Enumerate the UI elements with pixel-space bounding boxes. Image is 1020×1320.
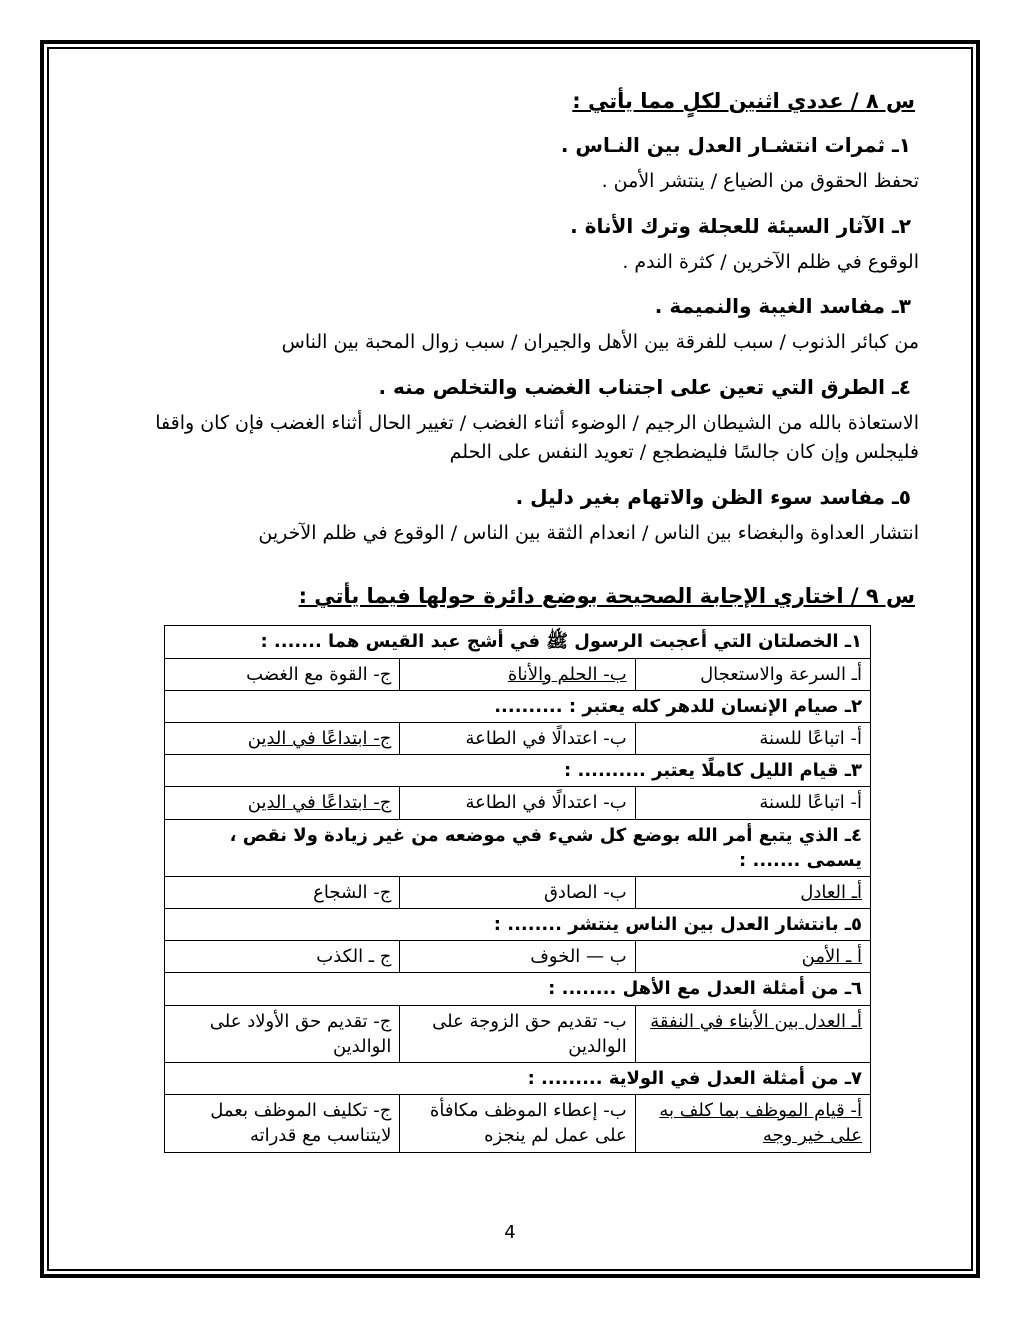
question-row-2 (165, 690, 871, 722)
item-heading: ٥ـ مفاسد سوء الظن والاتهام بغير دليل . (515, 484, 911, 509)
section8-title: س ٨ / عددي اثنين لكلٍ مما يأتي : (572, 89, 915, 113)
answer-option-2a[interactable] (635, 722, 870, 754)
answer-option-5a[interactable] (635, 941, 870, 973)
section8-item-3 (99, 292, 921, 357)
item-answer: الوقوع في ظلم الآخرين / كثرة الندم . (622, 250, 919, 273)
options-row-2 (165, 722, 871, 754)
answer-option-1a[interactable] (635, 658, 870, 690)
question-row-4 (165, 819, 871, 876)
answer-option-5c[interactable] (165, 941, 400, 973)
options-row-5 (165, 941, 871, 973)
option-text: ج ـ الكذب (316, 946, 392, 968)
option-text: ب — الخوف (530, 946, 627, 968)
item-answer: الاستعاذة بالله من الشيطان الرجيم / الوضوء أثناء الغضب / تغيير الحال أثناء الغضب فإن كان واقفا فليجلس وإن كان جالسًا فليضطجع / تعويد النفس على الحلم (155, 411, 919, 464)
answer-option-4a[interactable] (635, 876, 870, 908)
option-text: أـ السرعة والاستعجال (700, 663, 862, 685)
options-row-3 (165, 787, 871, 819)
question-header-1: ١ـ الخصلتان التي أعجبت الرسول ﷺ في أشج عبد القيس هما ....... : (165, 626, 871, 658)
question-header-7: ٧ـ من أمثلة العدل في الولاية ......... : (165, 1063, 871, 1095)
page-border-outer (40, 40, 980, 1278)
option-text: أـ العدل بين الأبناء في النفقة (650, 1010, 862, 1032)
question-row-5 (165, 909, 871, 941)
section8-item-2 (99, 212, 921, 277)
question-row-1 (165, 626, 871, 658)
option-text: ب- الحلم والأناة (507, 663, 627, 685)
question-row-7 (165, 1063, 871, 1095)
question-row-6 (165, 973, 871, 1005)
answer-option-7b[interactable] (400, 1095, 635, 1152)
option-text: أ- قيام الموظف بما كلف به على خير وجه (659, 1100, 862, 1147)
item-answer: انتشار العداوة والبغضاء بين الناس / انعدام الثقة بين الناس / الوقوع في ظلم الآخرين (258, 521, 919, 544)
answer-option-3a[interactable] (635, 787, 870, 819)
question-row-3 (165, 755, 871, 787)
answer-option-6a[interactable] (635, 1005, 870, 1062)
option-text: ج- تقديم حق الأولاد على الوالدين (209, 1010, 392, 1057)
answer-option-6c[interactable] (165, 1005, 400, 1062)
item-answer: من كبائر الذنوب / سبب للفرقة بين الأهل والجيران / سبب زوال المحبة بين الناس (281, 331, 919, 354)
answer-option-6b[interactable] (400, 1005, 635, 1062)
option-text: ج- الشجاع (313, 881, 392, 903)
item-heading: ٤ـ الطرق التي تعين على اجتناب الغضب والتخلص منه . (378, 374, 911, 399)
quiz-table (164, 625, 871, 1152)
answer-option-4b[interactable] (400, 876, 635, 908)
question-header-3: ٣ـ قيام الليل كاملًا يعتبر .......... : (165, 755, 871, 787)
option-text: أـ العادل (800, 881, 862, 903)
option-text: ب- الصادق (543, 881, 627, 903)
option-text: ب- اعتدالًا في الطاعة (465, 727, 627, 749)
item-heading: ٣ـ مفاسد الغيبة والنميمة . (654, 294, 911, 319)
answer-option-1b[interactable] (400, 658, 635, 690)
question-header-4: ٤ـ الذي يتبع أمر الله بوضع كل شيء في موضعه من غير زيادة ولا نقص ، يسمى ....... : (165, 819, 871, 876)
answer-option-5b[interactable] (400, 941, 635, 973)
section8-item-1 (99, 131, 921, 196)
option-text: ج- ابتداعًا في الدين (247, 792, 392, 814)
option-text: أ- اتباعًا للسنة (759, 727, 862, 749)
page-border-inner (47, 47, 973, 1271)
answer-option-7a[interactable] (635, 1095, 870, 1152)
option-text: ج- تكليف الموظف بعمل لايتناسب مع قدراته (210, 1100, 392, 1147)
option-text: ج- القوة مع الغضب (246, 663, 392, 685)
item-heading: ١ـ ثمرات انتشـار العدل بين النـاس . (560, 133, 911, 158)
option-text: ب- إعطاء الموظف مكافأة على عمل لم ينجزه (429, 1100, 627, 1147)
question-header-5: ٥ـ بانتشار العدل بين الناس ينتشر ........ : (165, 909, 871, 941)
options-row-7 (165, 1095, 871, 1152)
option-text: ج- ابتداعًا في الدين (247, 727, 392, 749)
answer-option-3c[interactable] (165, 787, 400, 819)
question-header-6: ٦ـ من أمثلة العدل مع الأهل ........ : (165, 973, 871, 1005)
answer-option-3b[interactable] (400, 787, 635, 819)
item-heading: ٢ـ الآثار السيئة للعجلة وترك الأناة . (570, 213, 911, 238)
option-text: أ ـ الأمن (801, 946, 862, 968)
section8-item-5 (99, 483, 921, 548)
question-header-2: ٢ـ صيام الإنسان للدهر كله يعتبر : .......... (165, 690, 871, 722)
answer-option-2c[interactable] (165, 722, 400, 754)
answer-option-1c[interactable] (165, 658, 400, 690)
answer-option-2b[interactable] (400, 722, 635, 754)
section9-title: س ٩ / اختاري الإجابة الصحيحة بوضع دائرة حولها فيما يأتي : (298, 584, 915, 609)
section8-item-4 (99, 373, 921, 468)
options-row-4 (165, 876, 871, 908)
answer-option-4c[interactable] (165, 876, 400, 908)
options-row-1 (165, 658, 871, 690)
item-answer: تحفظ الحقوق من الضياع / ينتشر الأمن . (601, 170, 919, 193)
page-number: 4 (504, 1222, 516, 1243)
option-text: ب- تقديم حق الزوجة على الوالدين (432, 1010, 627, 1057)
page-content (49, 49, 971, 1269)
answer-option-7c[interactable] (165, 1095, 400, 1152)
option-text: ب- اعتدالًا في الطاعة (465, 792, 627, 814)
option-text: أ- اتباعًا للسنة (759, 792, 862, 814)
options-row-6 (165, 1005, 871, 1062)
